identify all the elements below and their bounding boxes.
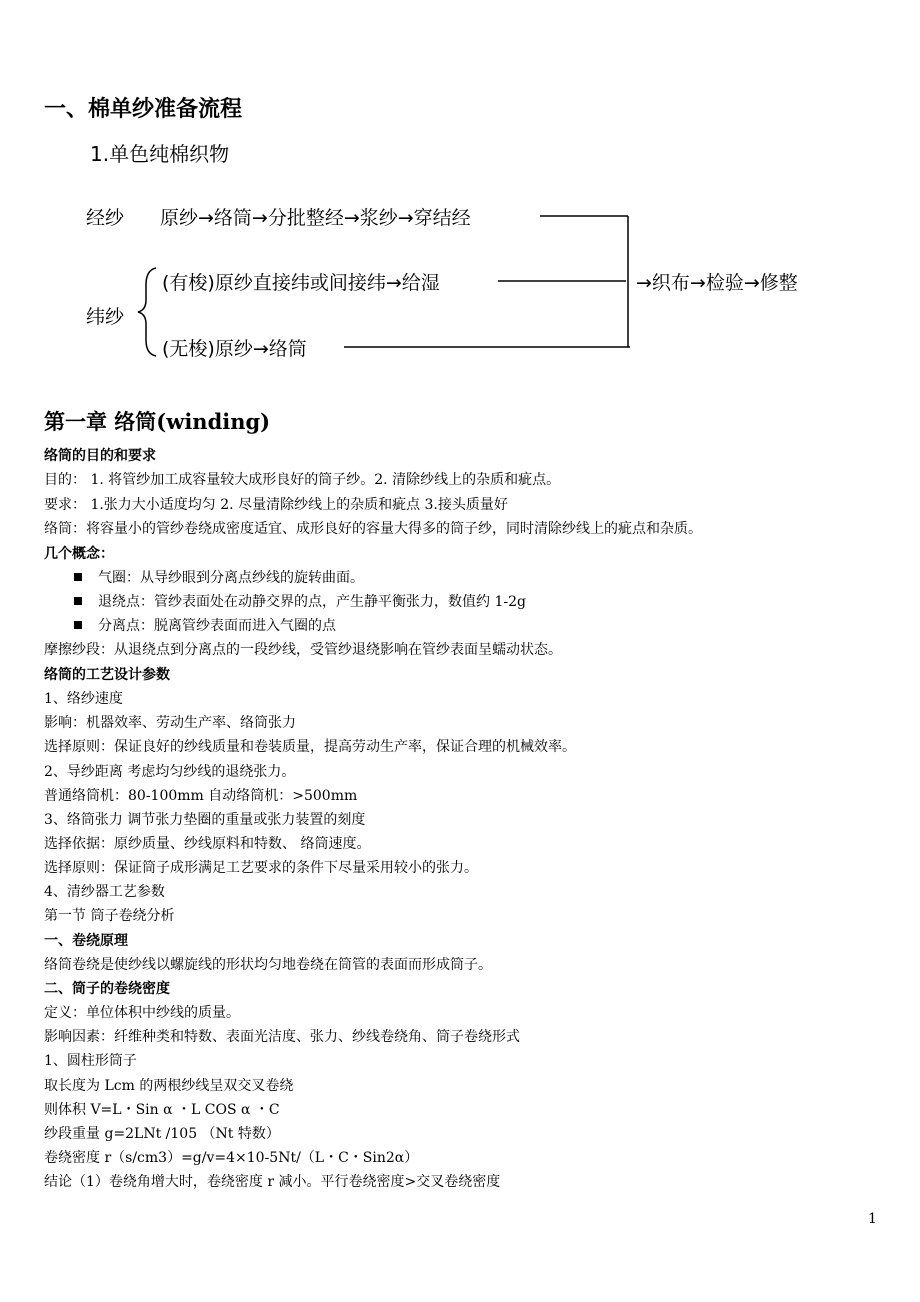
body-line: 4、清纱器工艺参数 bbox=[44, 884, 165, 900]
body-line: 普通络筒机：80-100mm 自动络筒机：>500mm bbox=[44, 788, 358, 804]
body-line: 二、筒子的卷绕密度 bbox=[44, 981, 170, 997]
bullet-square-icon bbox=[74, 597, 82, 605]
body-line: 几个概念： bbox=[44, 546, 114, 562]
body-line: 第一节 筒子卷绕分析 bbox=[44, 908, 175, 924]
body-line: 目的： 1. 将管纱加工成容量较大成形良好的筒子纱。2. 清除纱线上的杂质和疵点。 bbox=[44, 472, 561, 488]
body-line: 影响：机器效率、劳动生产率、络筒张力 bbox=[44, 715, 296, 731]
body-line: 纱段重量 g=2LNt /105 （Nt 特数） bbox=[44, 1126, 280, 1142]
result-flow: →织布→检验→修整 bbox=[636, 272, 798, 294]
body-line: 选择原则：保证筒子成形满足工艺要求的条件下尽量采用较小的张力。 bbox=[44, 860, 478, 876]
bullet-square-icon bbox=[74, 573, 82, 581]
body-line: 络筒卷绕是使纱线以螺旋线的形状均匀地卷绕在筒管的表面而形成筒子。 bbox=[44, 957, 492, 973]
bullet-item: 退绕点：管纱表面处在动静交界的点，产生静平衡张力，数值约 1-2g bbox=[74, 591, 526, 611]
body-line: 取长度为 Lcm 的两根纱线呈双交叉卷绕 bbox=[44, 1078, 294, 1094]
body-line: 摩擦纱段：从退绕点到分离点的一段纱线，受管纱退绕影响在管纱表面呈蠕动状态。 bbox=[44, 642, 562, 658]
body-line: 一、卷绕原理 bbox=[44, 933, 128, 949]
weft-label: 纬纱 bbox=[86, 306, 125, 328]
body-line: 要求： 1.张力大小适度均匀 2. 尽量清除纱线上的杂质和疵点 3.接头质量好 bbox=[44, 497, 508, 513]
body-line: 选择依据：原纱质量、纱线原料和特数、 络筒速度。 bbox=[44, 836, 371, 852]
body-line: 络筒的工艺设计参数 bbox=[44, 667, 170, 683]
body-line: 络筒：将容量小的管纱卷绕成密度适宜、成形良好的容量大得多的筒子纱，同时清除纱线上的疵点和杂质。 bbox=[44, 521, 702, 537]
page-number: 1 bbox=[868, 1211, 877, 1227]
warp-label: 经纱 bbox=[86, 207, 125, 229]
body-line: 卷绕密度 r（s/cm3）=g/v=4×10-5Nt/（L・C・Sin2α） bbox=[44, 1150, 419, 1166]
body-line: 1、络纱速度 bbox=[44, 691, 123, 707]
body-line: 2、导纱距离 考虑均匀纱线的退绕张力。 bbox=[44, 764, 296, 780]
chapter-title: 第一章 络筒(winding) bbox=[44, 409, 271, 434]
body-line: 影响因素：纤维种类和特数、表面光洁度、张力、纱线卷绕角、筒子卷绕形式 bbox=[44, 1029, 520, 1045]
bullet-item: 气圈：从导纱眼到分离点纱线的旋转曲面。 bbox=[74, 567, 364, 587]
body-line: 络筒的目的和要求 bbox=[44, 448, 156, 464]
warp-flow: 原纱→络筒→分批整经→浆纱→穿结经 bbox=[160, 207, 471, 229]
sub-heading: 1.单色纯棉织物 bbox=[90, 142, 230, 166]
body-line: 定义：单位体积中纱线的质量。 bbox=[44, 1005, 240, 1021]
bullet-item: 分离点：脱离管纱表面而进入气圈的点 bbox=[74, 615, 336, 635]
body-line: 则体积 V=L・Sin α ・L COS α ・C bbox=[44, 1102, 280, 1118]
body-line: 3、络筒张力 调节张力垫圈的重量或张力装置的刻度 bbox=[44, 812, 366, 828]
weft-shuttleless-flow: (无梭)原纱→络筒 bbox=[162, 338, 307, 360]
body-line: 结论（1）卷绕角增大时，卷绕密度 r 减小。平行卷绕密度>交叉卷绕密度 bbox=[44, 1174, 501, 1190]
section-heading: 一、棉单纱准备流程 bbox=[44, 97, 243, 122]
weft-shuttle-flow: (有梭)原纱直接纬或间接纬→给湿 bbox=[162, 272, 440, 294]
body-line: 选择原则：保证良好的纱线质量和卷装质量，提高劳动生产率，保证合理的机械效率。 bbox=[44, 739, 576, 755]
flow-connector-lines bbox=[0, 0, 920, 400]
body-line: 1、圆柱形筒子 bbox=[44, 1053, 137, 1069]
bullet-square-icon bbox=[74, 621, 82, 629]
